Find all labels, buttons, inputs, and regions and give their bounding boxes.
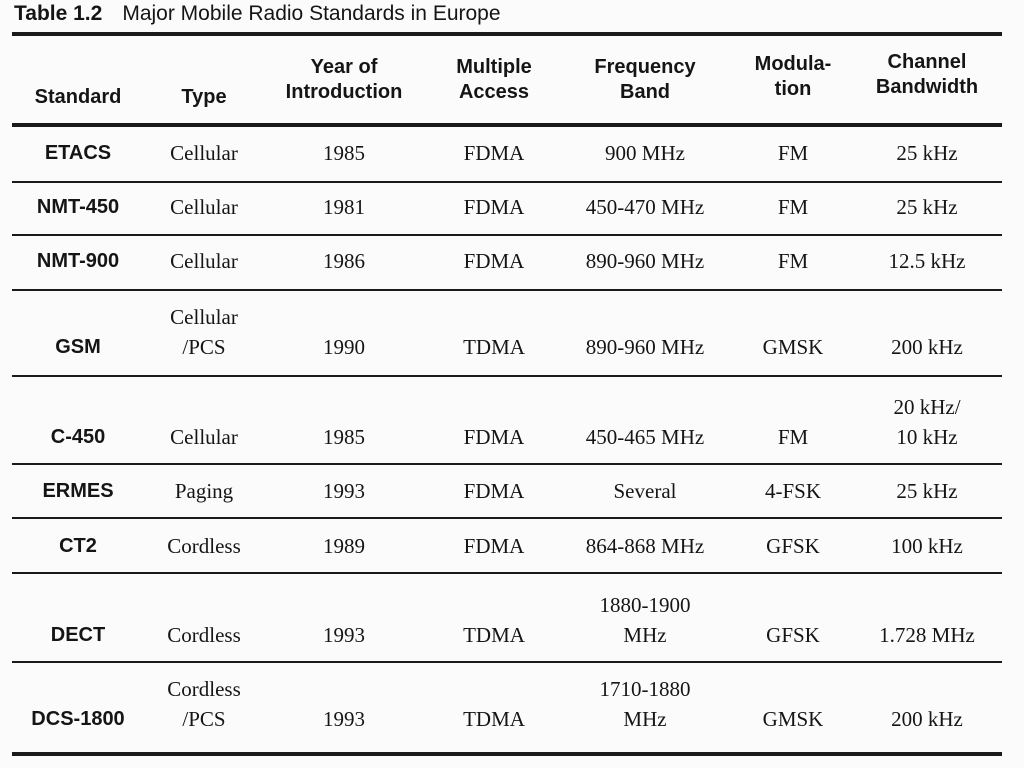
cell-type: Cellular — [170, 195, 238, 219]
cell-type: Cordless — [167, 534, 241, 558]
header-frequency-band: Frequency — [594, 56, 696, 78]
cell-multiple-access: TDMA — [463, 623, 525, 647]
cell-channel-bandwidth: 100 kHz — [891, 534, 963, 558]
cell-type: Paging — [174, 479, 234, 503]
cell-standard: ERMES — [42, 480, 114, 502]
header-modulation: tion — [774, 78, 812, 100]
cell-year: 1993 — [323, 479, 365, 503]
cell-modulation: GMSK — [762, 707, 824, 731]
cell-standard: DECT — [50, 624, 106, 646]
cell-standard: NMT-900 — [36, 250, 120, 272]
table-rule — [12, 289, 1002, 291]
table-title: Major Mobile Radio Standards in Europe — [122, 2, 501, 25]
cell-frequency-band: 900 MHz — [605, 141, 685, 165]
header-modulation: Modula- — [754, 53, 832, 75]
cell-frequency-band: 864-868 MHz — [585, 534, 705, 558]
table-rule — [12, 181, 1002, 183]
header-channel-bandwidth: Bandwidth — [875, 76, 979, 98]
cell-multiple-access: FDMA — [463, 195, 525, 219]
table-number: Table 1.2 — [14, 2, 103, 25]
cell-year: 1989 — [323, 534, 365, 558]
cell-year: 1990 — [323, 335, 365, 359]
cell-type: Cellular — [170, 249, 238, 273]
cell-channel-bandwidth: 12.5 kHz — [888, 249, 966, 273]
cell-frequency-band: 1880-1900 — [599, 593, 691, 617]
cell-year: 1993 — [323, 707, 365, 731]
header-multiple-access: Access — [458, 81, 530, 103]
cell-channel-bandwidth: 10 kHz — [896, 425, 958, 449]
table-rule — [12, 234, 1002, 236]
cell-multiple-access: TDMA — [463, 335, 525, 359]
cell-multiple-access: FDMA — [463, 534, 525, 558]
cell-channel-bandwidth: 25 kHz — [896, 195, 958, 219]
cell-type: Cellular — [170, 141, 238, 165]
cell-modulation: GFSK — [766, 623, 820, 647]
cell-standard: C-450 — [50, 426, 106, 448]
cell-standard: GSM — [55, 336, 101, 358]
header-standard: Standard — [34, 86, 122, 108]
cell-multiple-access: FDMA — [463, 141, 525, 165]
cell-channel-bandwidth: 200 kHz — [891, 335, 963, 359]
cell-frequency-band: 450-465 MHz — [585, 425, 705, 449]
cell-year: 1993 — [323, 623, 365, 647]
header-year: Introduction — [285, 81, 403, 103]
cell-year: 1985 — [323, 425, 365, 449]
cell-year: 1985 — [323, 141, 365, 165]
cell-frequency-band: 890-960 MHz — [585, 335, 705, 359]
cell-standard: ETACS — [44, 142, 112, 164]
cell-channel-bandwidth: 1.728 MHz — [879, 623, 975, 647]
cell-multiple-access: TDMA — [463, 707, 525, 731]
cell-modulation: FM — [777, 141, 809, 165]
header-type: Type — [181, 86, 227, 108]
table-rule — [12, 572, 1002, 574]
cell-modulation: FM — [777, 195, 809, 219]
cell-modulation: FM — [777, 425, 809, 449]
cell-modulation: GMSK — [762, 335, 824, 359]
cell-frequency-band: MHz — [623, 707, 667, 731]
cell-type: /PCS — [182, 707, 226, 731]
cell-frequency-band: 890-960 MHz — [585, 249, 705, 273]
cell-year: 1981 — [323, 195, 365, 219]
table-caption — [14, 2, 501, 26]
header-multiple-access: Multiple — [456, 56, 532, 78]
table-rule — [12, 123, 1002, 127]
table-rule — [12, 752, 1002, 756]
cell-channel-bandwidth: 25 kHz — [896, 141, 958, 165]
cell-type: /PCS — [182, 335, 226, 359]
cell-frequency-band: MHz — [623, 623, 667, 647]
cell-channel-bandwidth: 20 kHz/ — [893, 395, 961, 419]
header-frequency-band: Band — [620, 81, 670, 103]
cell-type: Cordless — [167, 623, 241, 647]
table-rule — [12, 463, 1002, 465]
cell-frequency-band: 1710-1880 — [599, 677, 691, 701]
cell-frequency-band: Several — [613, 479, 677, 503]
cell-year: 1986 — [323, 249, 365, 273]
table-rule — [12, 32, 1002, 36]
cell-multiple-access: FDMA — [463, 249, 525, 273]
cell-type: Cellular — [170, 305, 238, 329]
cell-standard: NMT-450 — [36, 196, 120, 218]
cell-standard: DCS-1800 — [31, 708, 125, 730]
table-rule — [12, 517, 1002, 519]
cell-standard: CT2 — [59, 535, 97, 557]
cell-channel-bandwidth: 200 kHz — [891, 707, 963, 731]
cell-multiple-access: FDMA — [463, 479, 525, 503]
header-channel-bandwidth: Channel — [887, 51, 967, 73]
cell-channel-bandwidth: 25 kHz — [896, 479, 958, 503]
header-year: Year of — [310, 56, 378, 78]
cell-modulation: FM — [777, 249, 809, 273]
cell-multiple-access: FDMA — [463, 425, 525, 449]
cell-type: Cordless — [167, 677, 241, 701]
cell-type: Cellular — [170, 425, 238, 449]
table-rule — [12, 375, 1002, 377]
table-rule — [12, 661, 1002, 663]
cell-modulation: 4-FSK — [764, 479, 822, 503]
cell-frequency-band: 450-470 MHz — [585, 195, 705, 219]
cell-modulation: GFSK — [766, 534, 820, 558]
